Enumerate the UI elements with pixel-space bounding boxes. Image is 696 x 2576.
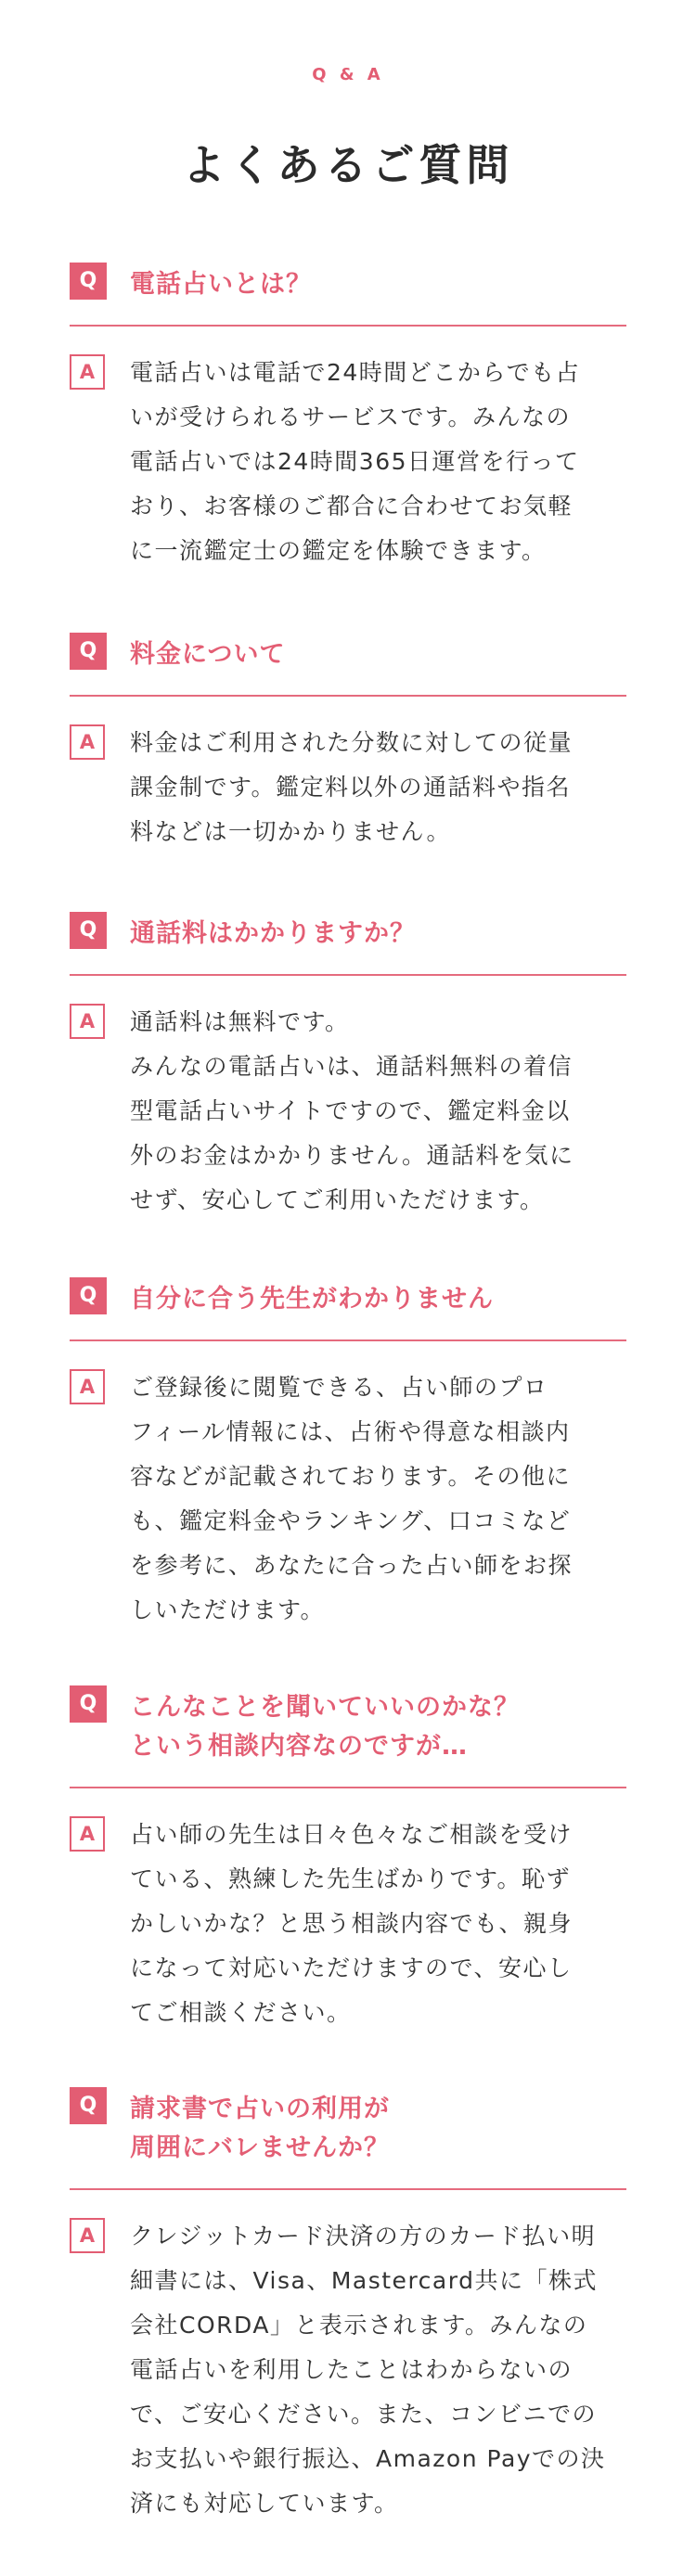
question-badge-icon: Q <box>70 2087 107 2124</box>
answer-text: クレジットカード決済の方のカード払い明 細書には、Visa、Mastercard共に「株式 会社CORDA」と表示されます。みんなの 電話占いを利用したことはわからないの で、ご安心ください。また、コンビニでの お支払いや銀行振込、Amazon Payでの決 済にも対応しています。 <box>130 2223 606 2517</box>
question-text: 自分に合う先生がわかりません <box>130 1285 494 1314</box>
question-text: 料金について <box>130 640 286 669</box>
question-text: 通話料はかかりますか？ <box>130 919 416 948</box>
question-badge-icon: Q <box>70 1277 107 1314</box>
question-text: 請求書で占いの利用が 周囲にバレませんか？ <box>130 2095 390 2162</box>
faq-question[interactable] <box>70 1685 626 1788</box>
faq-question[interactable] <box>70 263 626 327</box>
answer-text: 料金はご利用された分数に対しての従量 課金制です。鑑定料以外の通話料や指名 料などは一切かかりません。 <box>130 729 574 845</box>
question-badge-icon: Q <box>70 263 107 300</box>
faq-answer <box>70 721 626 854</box>
answer-badge-icon: A <box>70 1369 105 1404</box>
faq-answer <box>70 1813 626 2035</box>
faq-question[interactable] <box>70 633 626 697</box>
faq-item <box>70 1277 626 1633</box>
faq-answer <box>70 1365 626 1633</box>
answer-badge-icon: A <box>70 2218 105 2253</box>
faq-item <box>70 2087 626 2526</box>
page-title: よくあるご質問 <box>182 140 514 190</box>
answer-text: 占い師の先生は日々色々なご相談を受け ている、熟練した先生ばかりです。恥ず かしいかな？と思う相談内容でも、親身 になって対応いただけますので、安心し てご相談ください。 <box>130 1821 574 2026</box>
answer-text: 電話占いは電話で24時間どこからでも占 いが受けられるサービスです。みんなの 電話占いでは24時間365日運営を行って おり、お客様のご都合に合わせてお気軽 に一流鑑定士の鑑定を体験できます。 <box>130 359 581 564</box>
faq-item <box>70 912 626 1223</box>
answer-text: 通話料は無料です。 みんなの電話占いは、通話料無料の着信 型電話占いサイトですので、鑑定料金以 外のお金はかかりません。通話料を気に せず、安心してご利用いただけます。 <box>130 1008 574 1213</box>
faq-question[interactable] <box>70 2087 626 2190</box>
faq-answer <box>70 351 626 573</box>
question-badge-icon: Q <box>70 1685 107 1723</box>
answer-badge-icon: A <box>70 354 105 390</box>
answer-badge-icon: A <box>70 724 105 760</box>
question-text: こんなことを聞いていいのかな？ という相談内容なのですが… <box>130 1693 520 1761</box>
question-badge-icon: Q <box>70 633 107 670</box>
faq-question[interactable] <box>70 1277 626 1341</box>
faq-answer <box>70 2214 626 2526</box>
faq-item <box>70 263 626 573</box>
faq-item <box>70 633 626 854</box>
faq-item <box>70 1685 626 2035</box>
answer-badge-icon: A <box>70 1004 105 1039</box>
section-eyebrow: Q & A <box>312 65 384 84</box>
answer-text: ご登録後に閲覧できる、占い師のプロ フィール情報には、占術や得意な相談内 容などが記載されております。その他に も、鑑定料金やランキング、口コミなど を参考に、あなたに合った占い師をお探 しいただけます。 <box>130 1374 574 1623</box>
faq-answer <box>70 1000 626 1223</box>
question-badge-icon: Q <box>70 912 107 949</box>
faq-question[interactable] <box>70 912 626 976</box>
question-text: 電話占いとは？ <box>130 270 312 299</box>
answer-badge-icon: A <box>70 1816 105 1852</box>
